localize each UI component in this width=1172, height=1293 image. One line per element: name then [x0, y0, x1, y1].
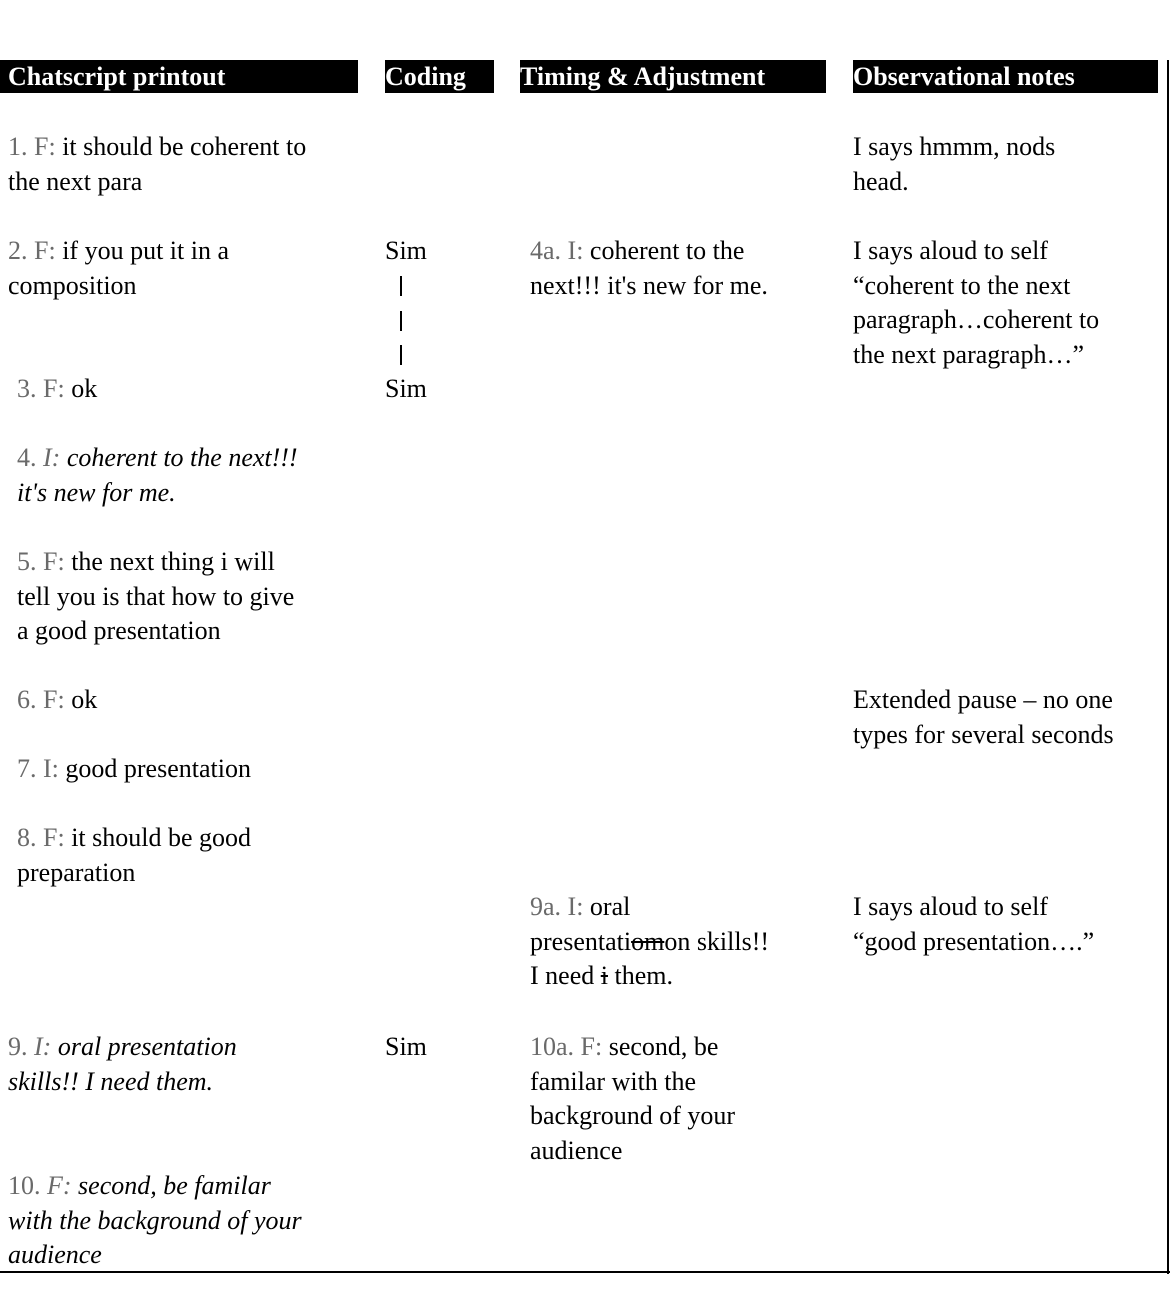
note-2: I says aloud to self “coherent to the next paragraph…coherent to the next paragraph…”: [853, 236, 1100, 369]
table-right-border: [1167, 60, 1169, 1274]
chat-line-10: 10. F: second, be familar with the background of your audience: [8, 1171, 302, 1270]
timing-10a: 10a. F: second, be familar with the background of your audience: [530, 1032, 736, 1165]
header-chatscript: Chatscript printout: [0, 60, 358, 93]
chat-line-1: 1. F: it should be coherent to the next para: [8, 132, 307, 196]
chat-line-8: 8. F: it should be good preparation: [17, 823, 252, 887]
coding-link-line: [400, 276, 402, 296]
coding-link-line: [400, 345, 402, 365]
chat-line-9: 9. I: oral presentation skills!! I need them.: [8, 1032, 237, 1096]
coding-sim-2: Sim: [385, 374, 427, 403]
chat-line-3: 3. F: ok: [17, 374, 98, 403]
table-bottom-border: [0, 1271, 1170, 1273]
chat-line-7: 7. I: good presentation: [17, 754, 251, 783]
note-3: Extended pause – no one types for several seconds: [853, 685, 1114, 749]
chat-line-6: 6. F: ok: [17, 685, 98, 714]
header-notes: Observational notes: [853, 60, 1158, 93]
header-coding: Coding: [385, 60, 494, 93]
header-timing: Timing & Adjustment: [520, 60, 826, 93]
chat-line-5: 5. F: the next thing i will tell you is that how to give a good presentation: [17, 547, 295, 646]
timing-4a: 4a. I: coherent to the next!!! it's new for me.: [530, 236, 768, 300]
chat-line-4: 4. I: coherent to the next!!! it's new for me.: [17, 443, 298, 507]
coding-sim-3: Sim: [385, 1032, 427, 1061]
chat-line-2: 2. F: if you put it in a composition: [8, 236, 230, 300]
timing-9a: 9a. I: oral presentatiomon skills!! I need i them.: [530, 892, 770, 991]
note-1: I says hmmm, nods head.: [853, 132, 1056, 196]
note-4: I says aloud to self “good presentation….”: [853, 892, 1095, 956]
coding-sim-1: Sim: [385, 236, 427, 265]
coding-link-line: [400, 311, 402, 331]
